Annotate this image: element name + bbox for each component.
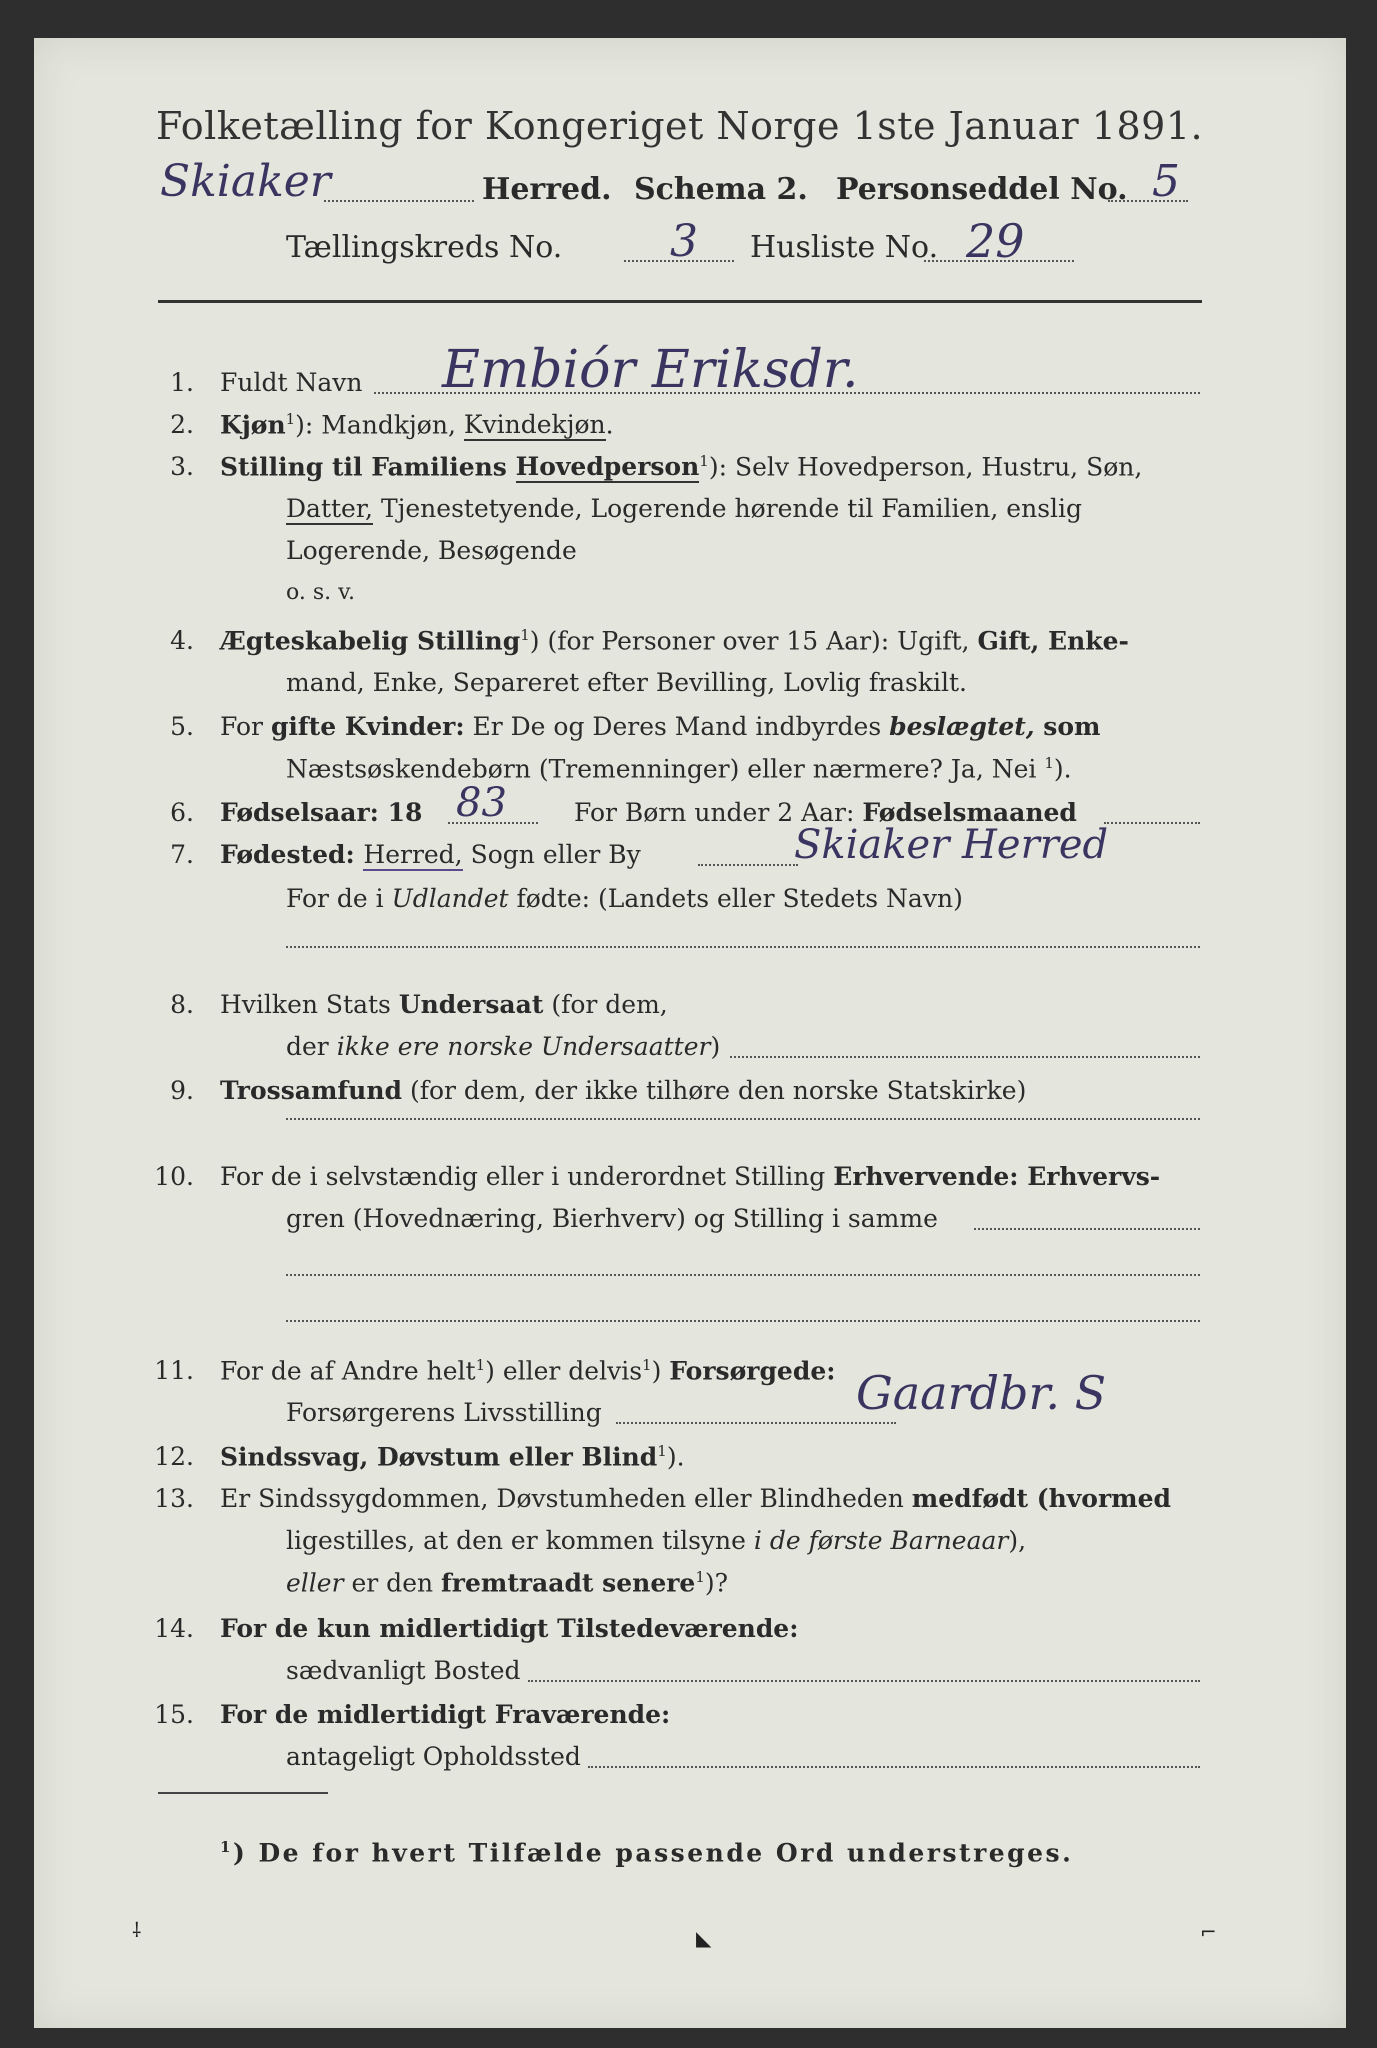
q3-line4: o. s. v. xyxy=(286,580,355,605)
q13-number: 13. xyxy=(154,1484,194,1513)
q14-dotted-line xyxy=(528,1680,1200,1682)
census-form-page xyxy=(34,38,1346,2028)
q7-line1: Fødested: Herred, Sogn eller By xyxy=(220,840,641,869)
q3-line2: Datter, Tjenestetyende, Logerende hørende til Familien, enslig xyxy=(286,494,1083,523)
q10-dotted-line-3 xyxy=(286,1320,1200,1322)
husliste-value: 29 xyxy=(966,214,1025,268)
q15-line2: antageligt Opholdssted xyxy=(286,1742,581,1771)
husliste-dotted-line xyxy=(924,260,1074,262)
q10-line1: For de i selvstændig eller i underordnet Stilling Erhvervende: Erhvervs- xyxy=(220,1162,1161,1191)
personseddel-label: Personseddel No. xyxy=(836,172,1128,207)
q2-text: Kjøn$^1$): Mandkjøn, Kvindekjøn. xyxy=(220,410,614,440)
binding-mark-center: ◣ xyxy=(696,1926,712,1950)
q5-number: 5. xyxy=(170,712,194,741)
q8-number: 8. xyxy=(170,990,194,1019)
footnote-separator xyxy=(158,1792,328,1794)
q5-line1: For gifte Kvinder: Er De og Deres Mand indbyrdes beslægtet, som xyxy=(220,712,1101,741)
q4-number: 4. xyxy=(170,626,194,655)
q6-number: 6. xyxy=(170,798,194,827)
q11-number: 11. xyxy=(154,1356,194,1385)
q6-label: Fødselsaar: 18 xyxy=(220,798,423,827)
footnote: $^1$) De for hvert Tilfælde passende Ord understreges. xyxy=(220,1838,1074,1868)
q8-line1: Hvilken Stats Undersaat (for dem, xyxy=(220,990,668,1019)
q9-line1: Trossamfund (for dem, der ikke tilhøre den norske Statskirke) xyxy=(220,1076,1027,1105)
herred-dotted-line xyxy=(324,200,474,202)
q14-line2: sædvanligt Bosted xyxy=(286,1656,521,1685)
q11-dotted-line xyxy=(616,1422,896,1424)
q9-dotted-line xyxy=(286,1118,1200,1120)
q13-line3: eller er den fremtraadt senere$^1$)? xyxy=(286,1568,729,1598)
q6-rest: For Børn under 2 Aar: Fødselsmaaned xyxy=(574,798,1077,827)
q7-herred-underlined: Herred, xyxy=(363,840,463,869)
q8-dotted-line xyxy=(730,1056,1200,1058)
schema-label: Schema 2. xyxy=(634,172,808,207)
q15-line1: For de midlertidigt Fraværende: xyxy=(220,1700,671,1729)
q7-dotted-line xyxy=(698,864,798,866)
q14-line1: For de kun midlertidigt Tilstedeværende: xyxy=(220,1614,799,1643)
q5-line2: Næstsøskendebørn (Tremenninger) eller nærmere? Ja, Nei $^1$). xyxy=(286,754,1072,784)
binding-mark-right: ⌐ xyxy=(1200,1920,1217,1944)
q7-foreign-dotted-line xyxy=(286,946,1200,948)
q10-dotted-line-1 xyxy=(974,1228,1200,1230)
kreds-dotted-line xyxy=(624,260,734,262)
q1-label: Fuldt Navn xyxy=(220,368,363,397)
q11-line1: For de af Andre helt$^1$) eller delvis$^1$) Forsørgede: xyxy=(220,1356,836,1386)
personseddel-dotted-line xyxy=(1108,200,1188,202)
kreds-value: 3 xyxy=(670,216,698,267)
q15-dotted-line xyxy=(588,1766,1200,1768)
form-title: Folketælling for Kongeriget Norge 1ste Januar 1891. xyxy=(156,104,1204,148)
q7-birthplace-value: Skiaker Herred xyxy=(794,822,1109,868)
personseddel-value: 5 xyxy=(1152,156,1180,207)
q12-number: 12. xyxy=(154,1442,194,1471)
q14-number: 14. xyxy=(154,1614,194,1643)
q15-number: 15. xyxy=(154,1700,194,1729)
herred-label: Herred. xyxy=(482,172,612,207)
q1-full-name-value: Embiór Eriksdr. xyxy=(442,340,859,400)
q6-birthyear-value: 83 xyxy=(456,780,507,826)
q10-number: 10. xyxy=(154,1162,194,1191)
q4-line2: mand, Enke, Separeret efter Bevilling, Lovlig fraskilt. xyxy=(286,668,967,697)
binding-mark-left: ⸸ xyxy=(132,1918,142,1942)
q7-number: 7. xyxy=(170,840,194,869)
q8-line2: der ikke ere norske Undersaatter) xyxy=(286,1032,721,1061)
q9-number: 9. xyxy=(170,1076,194,1105)
q11-line2: Forsørgerens Livsstilling xyxy=(286,1398,602,1427)
q13-line2: ligestilles, at den er kommen tilsyne i de første Barneaar), xyxy=(286,1526,1027,1555)
q4-line1: Ægteskabelig Stilling$^1$) (for Personer over 15 Aar): Ugift, Gift, Enke- xyxy=(220,626,1129,656)
kreds-label: Tællingskreds No. xyxy=(286,230,563,265)
q3-line3: Logerende, Besøgende xyxy=(286,536,577,565)
q6-dotted-line xyxy=(448,822,538,824)
q2-kvindekjon-underlined: Kvindekjøn xyxy=(463,410,606,440)
q3-number: 3. xyxy=(170,452,194,481)
q12-line1: Sindssvag, Døvstum eller Blind$^1$). xyxy=(220,1442,685,1472)
q11-provider-value: Gaardbr. S xyxy=(856,1366,1107,1420)
q7-line2: For de i Udlandet fødte: (Landets eller Stedets Navn) xyxy=(286,884,963,913)
q6-month-dotted-line xyxy=(1104,822,1200,824)
q1-number: 1. xyxy=(170,368,194,397)
q2-number: 2. xyxy=(170,410,194,439)
q10-line2: gren (Hovednæring, Bierhverv) og Stilling i samme xyxy=(286,1204,938,1233)
q10-dotted-line-2 xyxy=(286,1274,1200,1276)
herred-value: Skiaker xyxy=(160,156,331,207)
q3-datter-underlined: Datter, xyxy=(286,494,373,523)
husliste-label: Husliste No. xyxy=(750,230,939,265)
q3-line1: Stilling til Familiens Hovedperson$^1$): Selv Hovedperson, Hustru, Søn, xyxy=(220,452,1143,482)
q13-line1: Er Sindssygdommen, Døvstumheden eller Blindheden medfødt (hvormed xyxy=(220,1484,1171,1513)
header-rule xyxy=(158,300,1202,303)
